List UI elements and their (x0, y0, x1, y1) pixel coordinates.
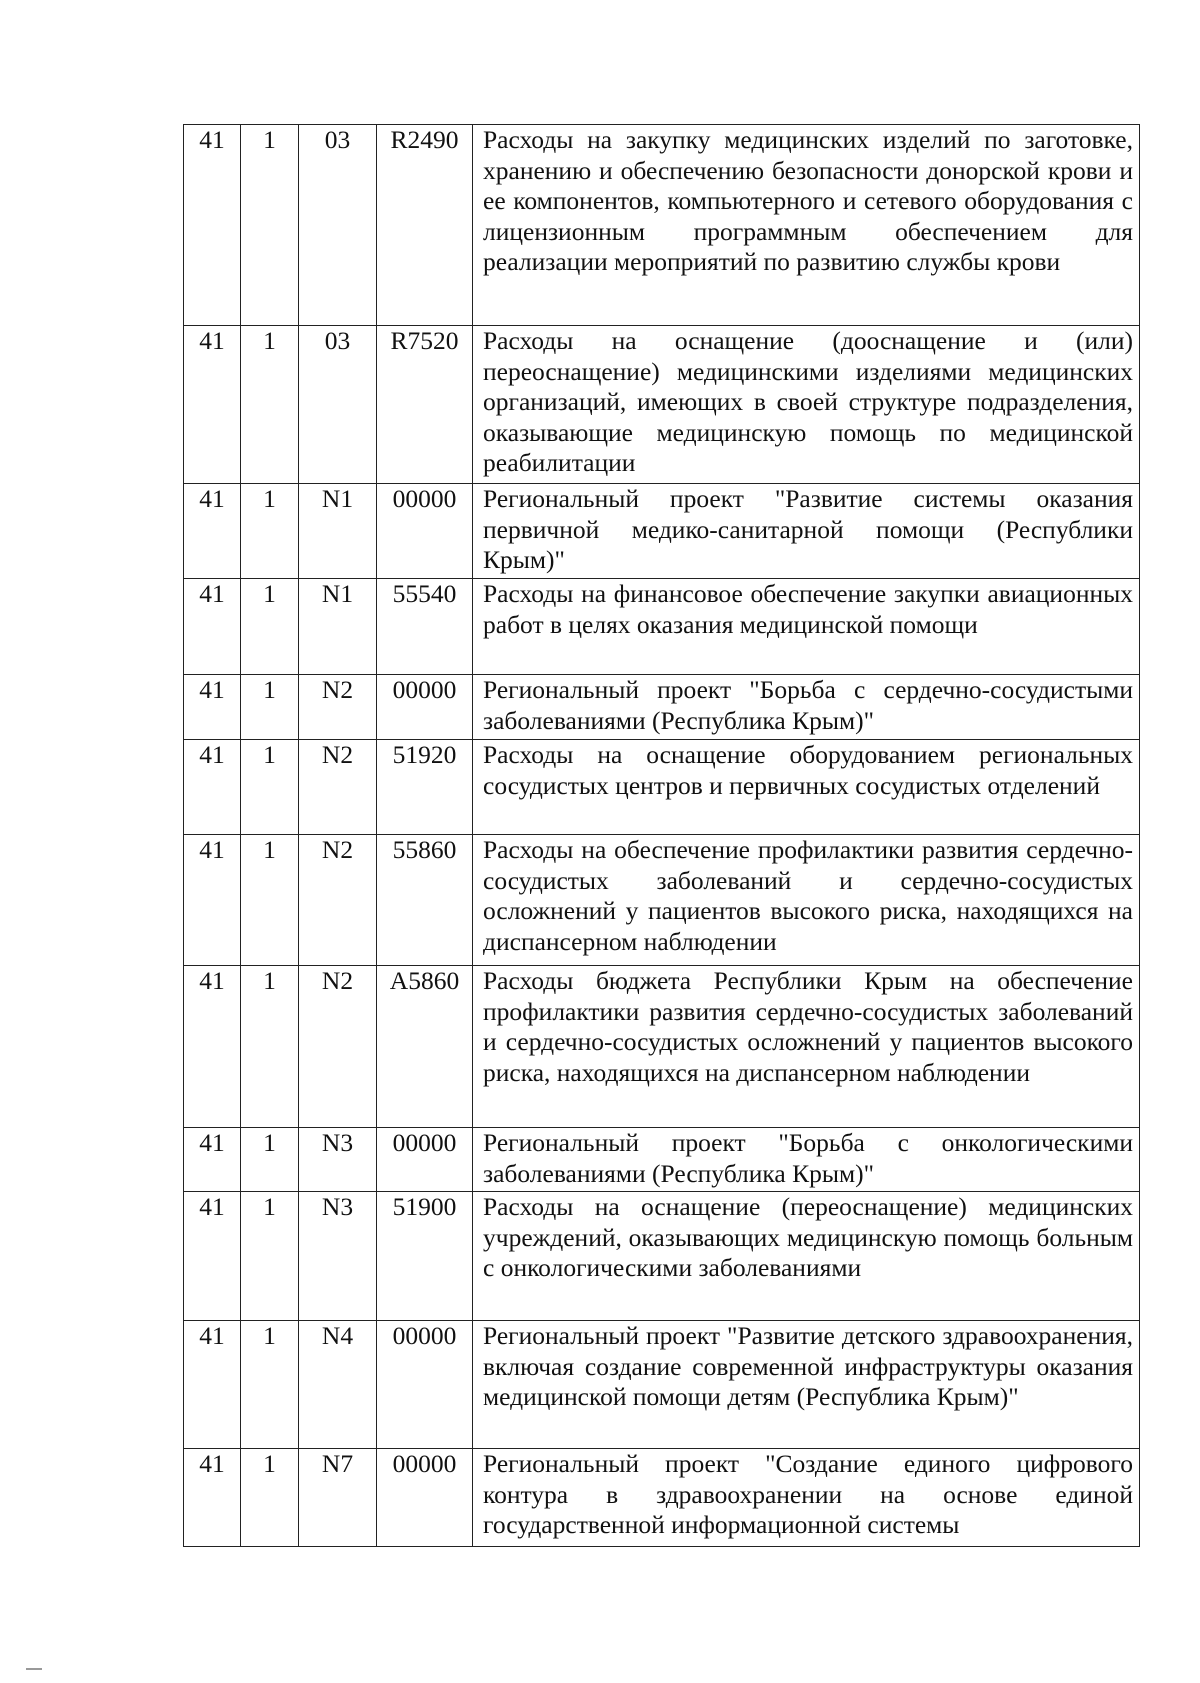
expense-description: Региональный проект "Борьба с онкологическими заболеваниями (Республика Крым)" (473, 1128, 1140, 1192)
code-subprogram: 1 (241, 740, 299, 835)
code-direction: 00000 (377, 675, 473, 740)
code-direction: 55860 (377, 835, 473, 966)
code-program: 41 (184, 1449, 241, 1547)
code-event: N1 (299, 579, 377, 675)
code-event: N2 (299, 675, 377, 740)
code-program: 41 (184, 966, 241, 1128)
code-direction: R7520 (377, 326, 473, 484)
code-subprogram: 1 (241, 1449, 299, 1547)
expense-description: Региональный проект "Борьба с сердечно-сосудистыми заболеваниями (Республика Крым)" (473, 675, 1140, 740)
code-event: N3 (299, 1192, 377, 1321)
code-subprogram: 1 (241, 1321, 299, 1449)
code-direction: 00000 (377, 1449, 473, 1547)
code-event: N3 (299, 1128, 377, 1192)
code-program: 41 (184, 1321, 241, 1449)
code-program: 41 (184, 1128, 241, 1192)
expense-description: Расходы на оснащение оборудованием региональных сосудистых центров и первичных сосудистых отделений (473, 740, 1140, 835)
scan-mark (26, 1668, 42, 1670)
code-event: N7 (299, 1449, 377, 1547)
code-program: 41 (184, 579, 241, 675)
expense-description: Региональный проект "Развитие системы оказания первичной медико-санитарной помощи (Республики Крым)" (473, 484, 1140, 579)
expense-description: Региональный проект "Развитие детского здравоохранения, включая создание современной инфраструктуры оказания медицинской помощи детям (Республика Крым)" (473, 1321, 1140, 1449)
code-subprogram: 1 (241, 675, 299, 740)
code-program: 41 (184, 326, 241, 484)
expense-description: Расходы бюджета Республики Крым на обеспечение профилактики развития сердечно-сосудистых заболеваний и сердечно-сосудистых осложнений у пациентов высокого риска, находящихся на диспансерном наблюдении (473, 966, 1140, 1128)
code-direction: 55540 (377, 579, 473, 675)
table-row (184, 579, 1140, 675)
expense-description: Расходы на закупку медицинских изделий по заготовке, хранению и обеспечению безопасности донорской крови и ее компонентов, компьютерного и сетевого оборудования с лицензионным программным обеспечением для реализации мероприятий по развитию службы крови (473, 125, 1140, 326)
table-row (184, 484, 1140, 579)
table-row (184, 125, 1140, 326)
code-subprogram: 1 (241, 579, 299, 675)
code-event: 03 (299, 326, 377, 484)
code-event: 03 (299, 125, 377, 326)
code-subprogram: 1 (241, 966, 299, 1128)
budget-code-table (183, 124, 1140, 1547)
code-subprogram: 1 (241, 326, 299, 484)
table-row (184, 1449, 1140, 1547)
code-direction: 00000 (377, 484, 473, 579)
code-direction: R2490 (377, 125, 473, 326)
code-direction: 51900 (377, 1192, 473, 1321)
code-direction: А5860 (377, 966, 473, 1128)
table-row (184, 835, 1140, 966)
code-direction: 00000 (377, 1321, 473, 1449)
code-event: N2 (299, 740, 377, 835)
table-row (184, 1128, 1140, 1192)
code-event: N2 (299, 966, 377, 1128)
code-subprogram: 1 (241, 1192, 299, 1321)
table-row (184, 1192, 1140, 1321)
expense-description: Расходы на финансовое обеспечение закупки авиационных работ в целях оказания медицинской помощи (473, 579, 1140, 675)
table-row (184, 1321, 1140, 1449)
table-row (184, 675, 1140, 740)
code-program: 41 (184, 740, 241, 835)
code-program: 41 (184, 125, 241, 326)
code-subprogram: 1 (241, 835, 299, 966)
code-subprogram: 1 (241, 1128, 299, 1192)
code-event: N1 (299, 484, 377, 579)
expense-description: Расходы на обеспечение профилактики развития сердечно-сосудистых заболеваний и сердечно-сосудистых осложнений у пациентов высокого риска, находящихся на диспансерном наблюдении (473, 835, 1140, 966)
expense-description: Расходы на оснащение (переоснащение) медицинских учреждений, оказывающих медицинскую помощь больным с онкологическими заболеваниями (473, 1192, 1140, 1321)
code-direction: 51920 (377, 740, 473, 835)
code-subprogram: 1 (241, 125, 299, 326)
table-row (184, 966, 1140, 1128)
code-program: 41 (184, 1192, 241, 1321)
code-program: 41 (184, 675, 241, 740)
code-subprogram: 1 (241, 484, 299, 579)
table-row (184, 740, 1140, 835)
code-event: N2 (299, 835, 377, 966)
expense-description: Расходы на оснащение (дооснащение и (или) переоснащение) медицинскими изделиями медицинских организаций, имеющих в своей структуре подразделения, оказывающие медицинскую помощь по медицинской реабилитации (473, 326, 1140, 484)
expense-description: Региональный проект "Создание единого цифрового контура в здравоохранении на основе единой государственной информационной системы (473, 1449, 1140, 1547)
code-program: 41 (184, 484, 241, 579)
code-event: N4 (299, 1321, 377, 1449)
code-direction: 00000 (377, 1128, 473, 1192)
table-row (184, 326, 1140, 484)
code-program: 41 (184, 835, 241, 966)
